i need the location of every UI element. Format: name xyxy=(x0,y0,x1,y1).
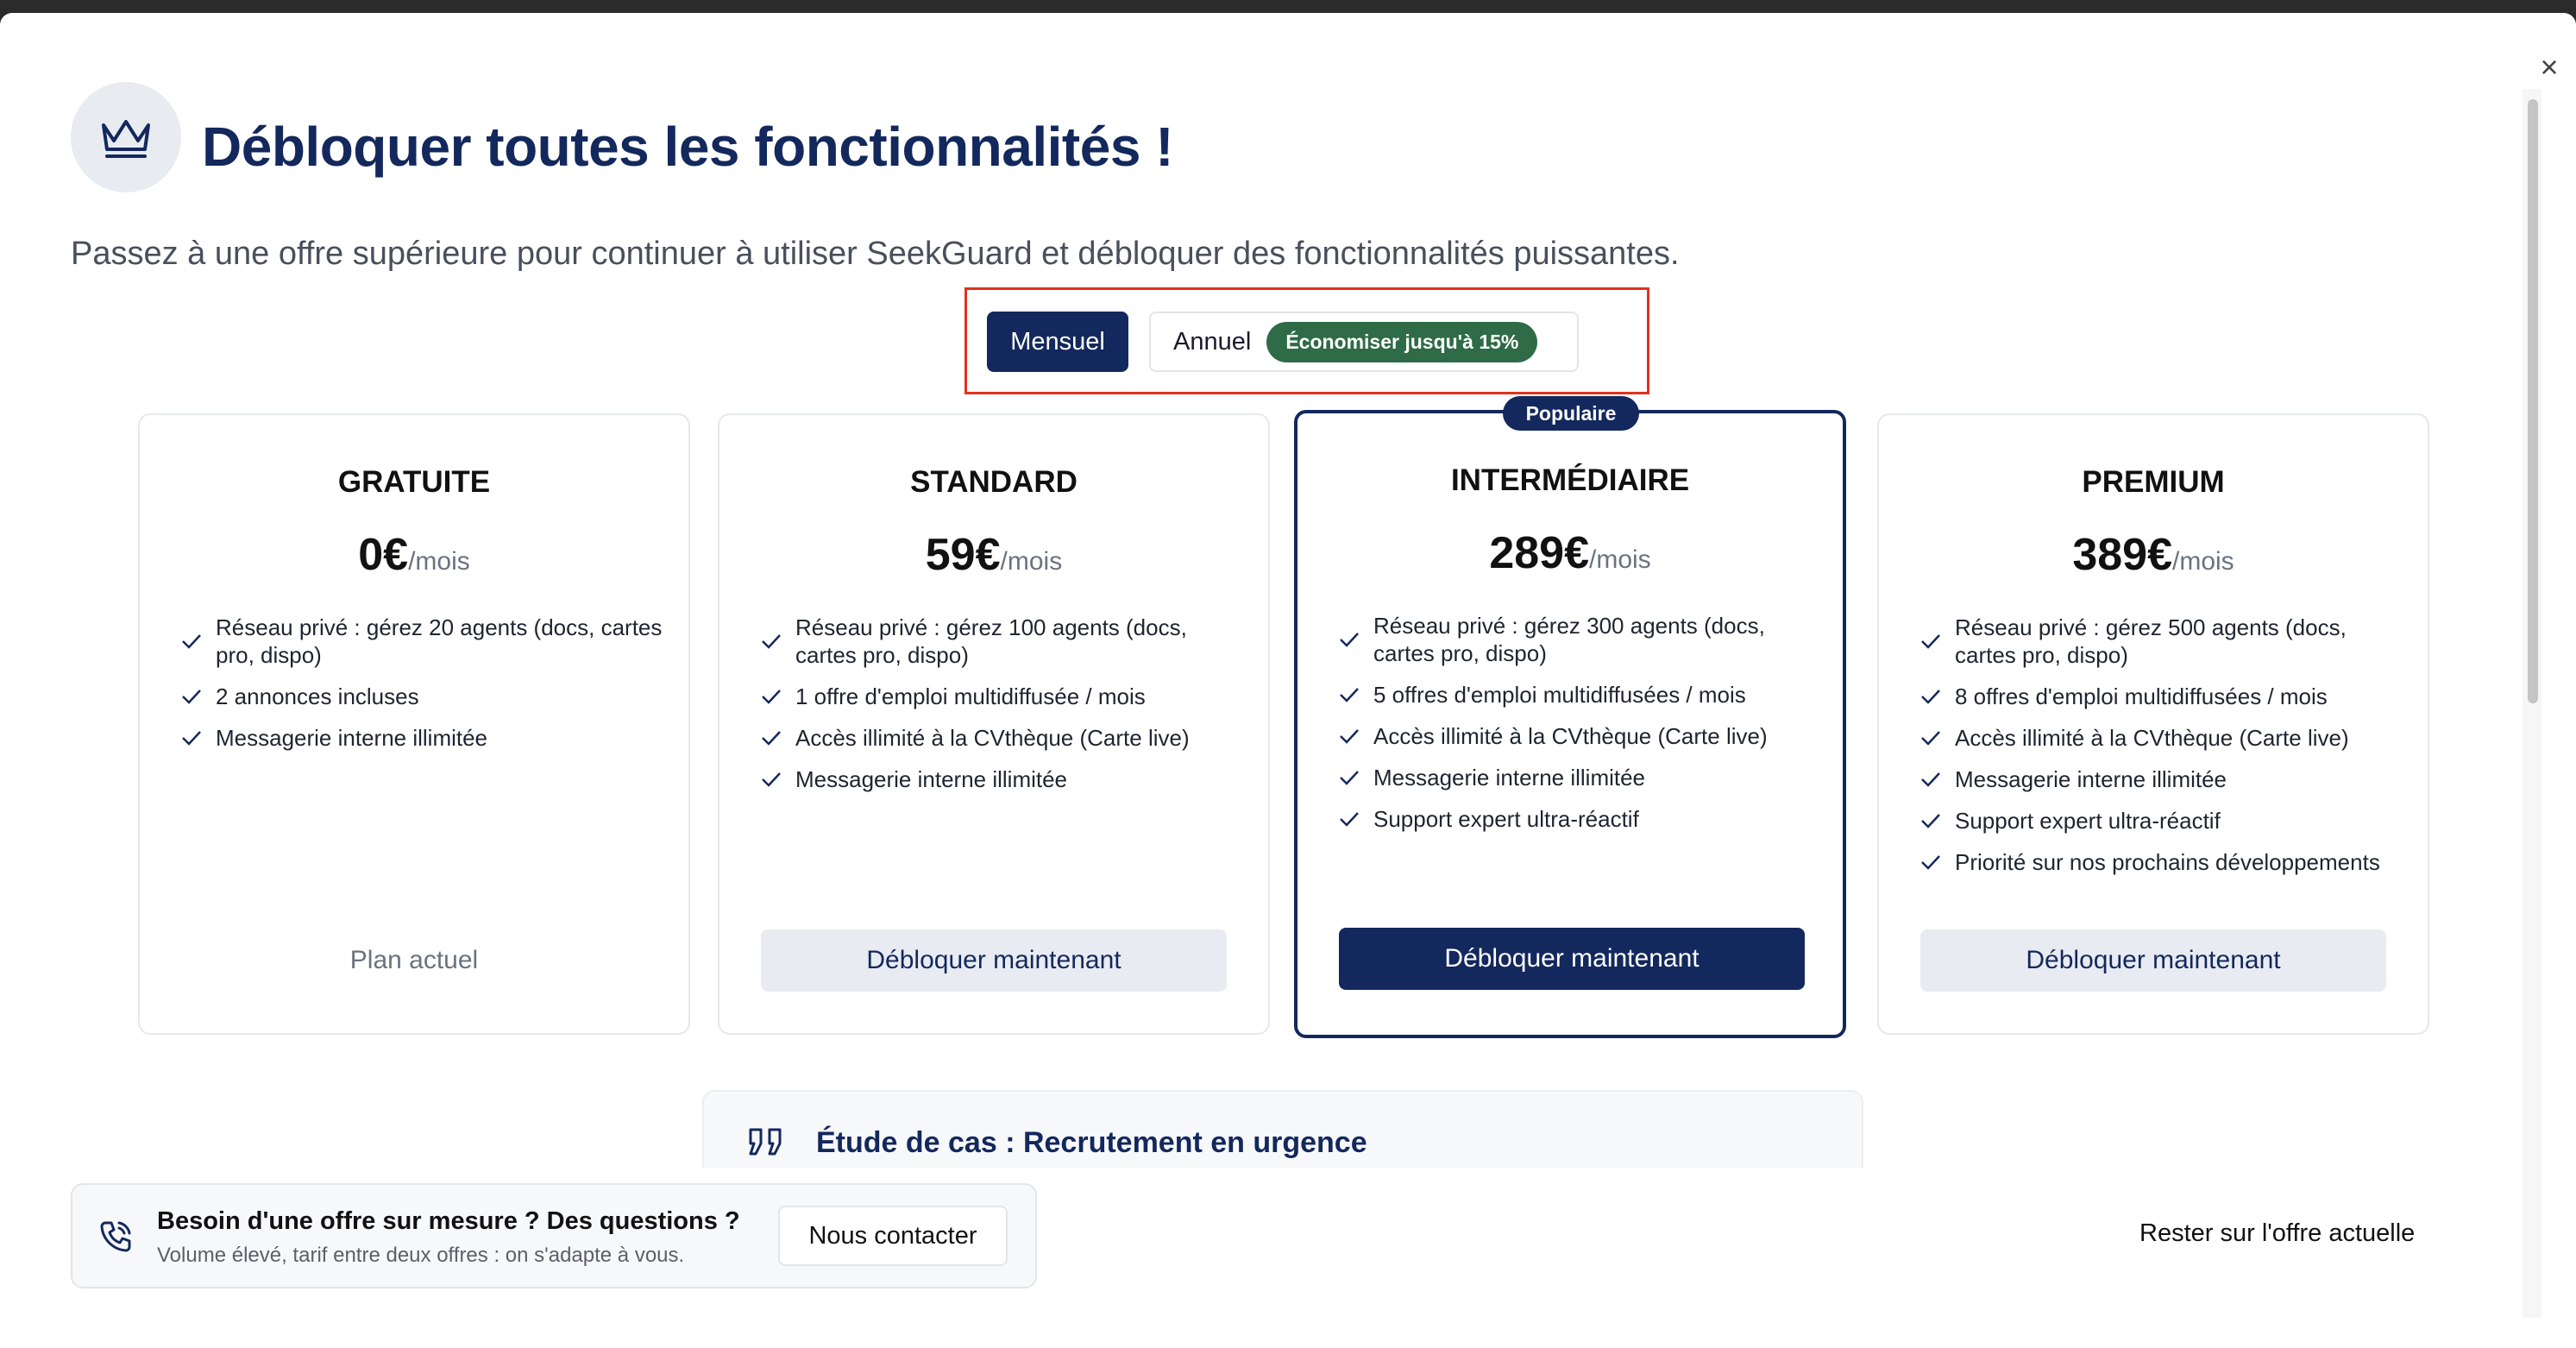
price-period: /mois xyxy=(2172,547,2234,576)
scrollbar-thumb[interactable] xyxy=(2528,99,2538,703)
feature-item: Messagerie interne illimitée xyxy=(1920,765,2403,793)
price-amount: 0€ xyxy=(358,530,409,580)
upgrade-modal xyxy=(0,13,2576,1348)
feature-list xyxy=(1920,614,2403,890)
phone-icon xyxy=(98,1219,133,1258)
check-icon xyxy=(1920,627,1955,655)
check-icon xyxy=(1339,626,1373,653)
check-icon xyxy=(1920,807,1955,835)
plan-name: INTERMÉDIAIRE xyxy=(1450,463,1690,497)
unlock-button-premium[interactable]: Débloquer maintenant xyxy=(1920,929,2386,992)
check-icon xyxy=(1339,805,1373,833)
feature-list xyxy=(761,614,1244,807)
feature-item: Priorité sur nos prochains développements xyxy=(1920,848,2403,876)
plan-price xyxy=(1879,529,2428,581)
feature-item: 8 offres d'emploi multidiffusées / mois xyxy=(1920,683,2403,710)
feature-item: Support expert ultra-réactif xyxy=(1339,805,1822,833)
yearly-label: Annuel xyxy=(1173,327,1252,356)
plan-price xyxy=(1297,527,1843,579)
feature-item: Accès illimité à la CVthèque (Carte live) xyxy=(1920,724,2403,752)
case-study-section xyxy=(702,1090,1863,1168)
price-amount: 59€ xyxy=(925,530,1001,580)
page-title: Débloquer toutes les fonctionnalités ! xyxy=(202,116,1173,178)
check-icon xyxy=(1339,722,1373,750)
feature-item: 5 offres d'emploi multidiffusées / mois xyxy=(1339,681,1822,709)
check-icon xyxy=(1920,848,1955,876)
feature-item: Messagerie interne illimitée xyxy=(761,765,1244,793)
feature-list xyxy=(1339,612,1822,847)
feature-item: Support expert ultra-réactif xyxy=(1920,807,2403,835)
feature-item: Messagerie interne illimitée xyxy=(1339,764,1822,791)
price-period: /mois xyxy=(408,547,470,576)
check-icon xyxy=(1920,724,1955,752)
case-study-title: Étude de cas : Recrutement en urgence xyxy=(816,1126,1367,1159)
price-period: /mois xyxy=(1000,547,1063,576)
check-icon xyxy=(181,724,216,752)
monthly-toggle-button[interactable]: Mensuel xyxy=(987,312,1128,372)
close-icon[interactable]: × xyxy=(2540,49,2559,85)
unlock-button-intermediate[interactable]: Débloquer maintenant xyxy=(1339,928,1805,990)
price-period: /mois xyxy=(1589,545,1651,574)
feature-item: Réseau privé : gérez 100 agents (docs, cartes pro, dispo) xyxy=(761,614,1244,669)
plan-card-standard xyxy=(718,413,1270,1035)
custom-offer-question: Besoin d'une offre sur mesure ? Des questions ? xyxy=(157,1207,740,1235)
price-amount: 389€ xyxy=(2072,530,2172,580)
feature-item: 2 annonces incluses xyxy=(181,683,664,710)
plan-name: PREMIUM xyxy=(2082,465,2225,499)
check-icon xyxy=(761,683,795,710)
feature-list xyxy=(181,614,664,765)
yearly-toggle-button[interactable] xyxy=(1149,312,1579,372)
plan-name: STANDARD xyxy=(910,465,1078,499)
popular-badge: Populaire xyxy=(1503,396,1639,431)
plan-card-intermediate xyxy=(1294,410,1846,1038)
plan-card-free xyxy=(138,413,690,1035)
plan-name: GRATUITE xyxy=(337,465,491,499)
quote-icon xyxy=(747,1126,785,1162)
current-plan-label: Plan actuel xyxy=(349,946,479,974)
stay-current-plan-link[interactable]: Rester sur l'offre actuelle xyxy=(2139,1219,2416,1247)
check-icon xyxy=(1339,681,1373,709)
check-icon xyxy=(1339,764,1373,791)
check-icon xyxy=(761,765,795,793)
check-icon xyxy=(1920,765,1955,793)
feature-item: 1 offre d'emploi multidiffusée / mois xyxy=(761,683,1244,710)
plan-card-premium xyxy=(1877,413,2429,1035)
crown-icon xyxy=(71,82,181,192)
feature-item: Accès illimité à la CVthèque (Carte live) xyxy=(1339,722,1822,750)
custom-offer-box xyxy=(71,1183,1037,1288)
check-icon xyxy=(1920,683,1955,710)
page-subtitle: Passez à une offre supérieure pour continuer à utiliser SeekGuard et débloquer des fonctionnalités puissantes. xyxy=(71,236,1680,272)
feature-item: Messagerie interne illimitée xyxy=(181,724,664,752)
price-amount: 289€ xyxy=(1489,528,1589,578)
feature-item: Réseau privé : gérez 500 agents (docs, cartes pro, dispo) xyxy=(1920,614,2403,669)
check-icon xyxy=(761,627,795,655)
plan-price xyxy=(140,529,688,581)
feature-item: Accès illimité à la CVthèque (Carte live) xyxy=(761,724,1244,752)
feature-item: Réseau privé : gérez 20 agents (docs, cartes pro, dispo) xyxy=(181,614,664,669)
unlock-button-standard[interactable]: Débloquer maintenant xyxy=(761,929,1227,992)
check-icon xyxy=(181,627,216,655)
savings-badge: Économiser jusqu'à 15% xyxy=(1266,322,1537,362)
feature-item: Réseau privé : gérez 300 agents (docs, cartes pro, dispo) xyxy=(1339,612,1822,667)
check-icon xyxy=(761,724,795,752)
custom-offer-subtext: Volume élevé, tarif entre deux offres : on s'adapte à vous. xyxy=(157,1244,685,1267)
contact-button[interactable]: Nous contacter xyxy=(778,1206,1008,1266)
plan-price xyxy=(719,529,1268,581)
check-icon xyxy=(181,683,216,710)
